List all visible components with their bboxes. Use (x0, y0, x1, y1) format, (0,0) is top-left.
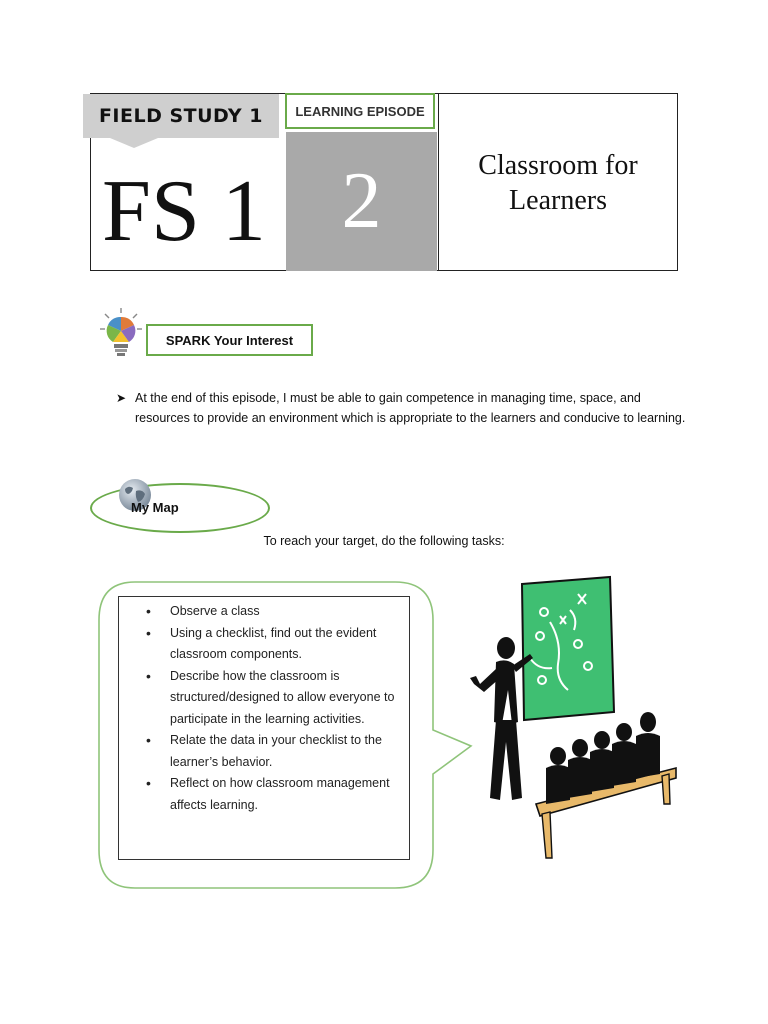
list-item (138, 601, 406, 623)
dot-bullet-icon: • (146, 624, 151, 641)
dot-bullet-icon: • (146, 732, 151, 748)
task-text: Observe a class (170, 604, 260, 618)
list-item (138, 623, 406, 666)
tag-notch (110, 138, 158, 148)
objective-text: At the end of this episode, I must be able to gain competence in managing time, space, and resources to provide an environment which is appropriate to the learners and conducive to learning. (135, 391, 686, 425)
objective-item (116, 388, 686, 428)
episode-title-line1: Classroom for (478, 150, 638, 181)
task-text: Using a checklist, find out the evident classroom components. (170, 625, 377, 661)
header-divider (438, 93, 439, 271)
task-list (138, 601, 406, 816)
task-text: Describe how the classroom is structured/designed to allow everyone to participate in the learning activities. (170, 668, 395, 726)
episode-title-line2: Learners (509, 185, 607, 216)
map-label: My Map (131, 500, 179, 515)
episode-label: LEARNING EPISODE (285, 93, 435, 129)
dot-bullet-icon: • (146, 775, 151, 791)
task-text: Reflect on how classroom management affects learning. (170, 776, 390, 812)
list-item (138, 666, 406, 731)
list-item (138, 773, 406, 816)
episode-number: 2 (286, 132, 437, 271)
dot-bullet-icon: • (146, 667, 151, 684)
course-code: FS 1 (102, 163, 266, 260)
task-text: Relate the data in your checklist to the learner’s behavior. (170, 733, 382, 769)
list-item (138, 730, 406, 773)
arrow-bullet-icon: ➤ (116, 391, 127, 405)
episode-title (440, 148, 676, 218)
dot-bullet-icon: • (146, 603, 151, 619)
field-study-tag: FIELD STUDY 1 (83, 94, 279, 138)
teacher-students-illustration (466, 572, 680, 864)
chalkboard (522, 577, 614, 720)
lightbulb-icon (99, 307, 143, 361)
map-instruction: To reach your target, do the following tasks: (263, 534, 505, 548)
spark-label: SPARK Your Interest (146, 324, 313, 356)
